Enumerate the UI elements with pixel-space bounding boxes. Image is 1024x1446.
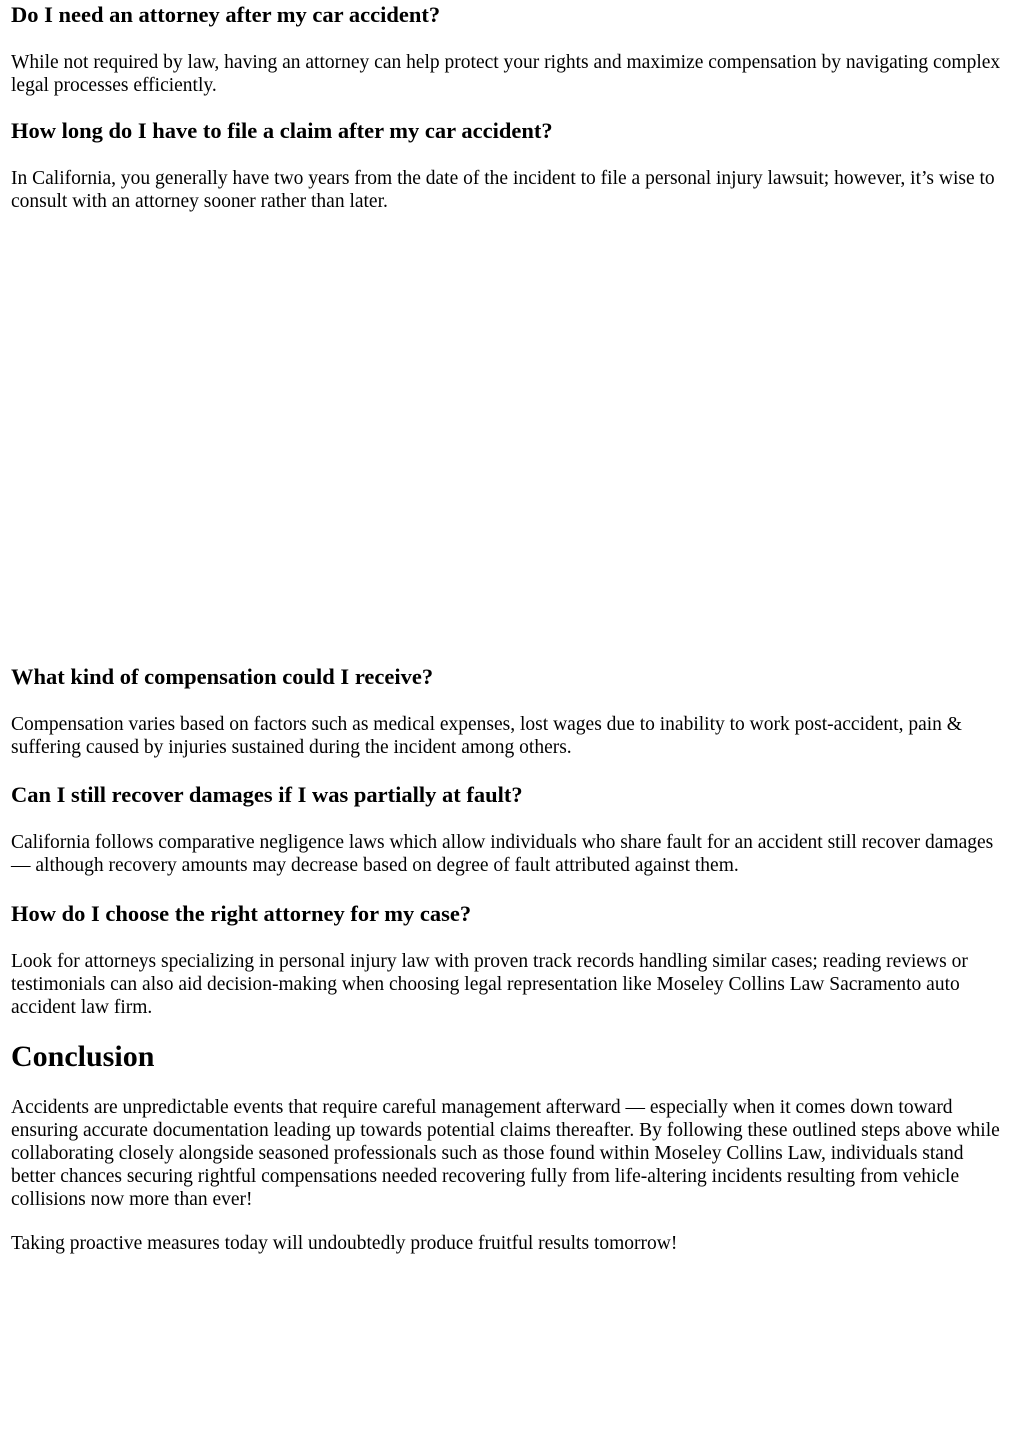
- faq-answer: Look for attorneys specializing in personal injury law with proven track records handling similar cases; reading reviews or testimonials can also aid decision-making when choosing legal representation like Moseley Collins Law Sacramento auto accident law firm.: [11, 951, 968, 1018]
- conclusion-paragraph: Accidents are unpredictable events that require careful management afterward — especially when it comes down toward ensuring accurate documentation leading up towards potential claims thereafter. By following these outlined steps above while collaborating closely alongside seasoned professionals such as those found within Moseley Collins Law, individuals stand better chances securing rightful compensations needed recovering fully from life-altering incidents resulting from vehicle collisions now more than ever!: [11, 1097, 1000, 1210]
- faq-answer: In California, you generally have two years from the date of the incident to file a personal injury lawsuit; however, it’s wise to consult with an attorney sooner rather than later.: [11, 168, 995, 212]
- faq-question: Do I need an attorney after my car accident?: [11, 2, 441, 27]
- faq-question: Can I still recover damages if I was partially at fault?: [11, 782, 523, 807]
- conclusion-heading: Conclusion: [11, 1040, 155, 1073]
- blank-space: [11, 213, 1011, 648]
- faq-question: How long do I have to file a claim after my car accident?: [11, 118, 553, 143]
- faq-answer: California follows comparative negligence laws which allow individuals who share fault for an accident still recover damages — although recovery amounts may decrease based on degree of fault attributed against them.: [11, 832, 994, 876]
- faq-question: What kind of compensation could I receive?: [11, 664, 434, 689]
- article-content: [11, 0, 1011, 1255]
- conclusion-paragraph: Taking proactive measures today will undoubtedly produce fruitful results tomorrow!: [11, 1233, 678, 1254]
- faq-answer: Compensation varies based on factors such as medical expenses, lost wages due to inability to work post-accident, pain & suffering caused by injuries sustained during the incident among others.: [11, 714, 962, 758]
- faq-answer: While not required by law, having an attorney can help protect your rights and maximize compensation by navigating complex legal processes efficiently.: [11, 52, 1001, 96]
- faq-question: How do I choose the right attorney for my case?: [11, 901, 472, 926]
